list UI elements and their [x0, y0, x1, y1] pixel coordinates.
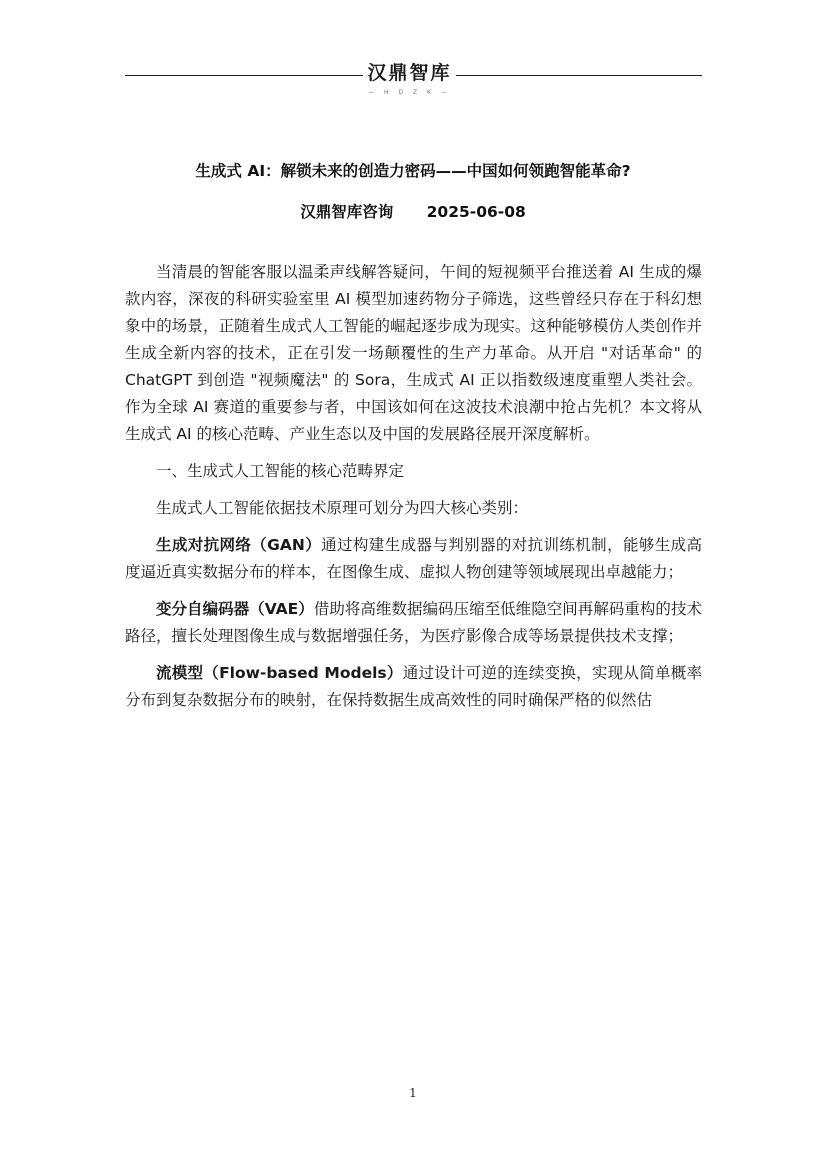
document-body: [125, 259, 702, 724]
document-title: 生成式 AI：解锁未来的创造力密码——中国如何领跑智能革命?: [195, 162, 631, 180]
logo-text: 汉鼎智库: [367, 62, 452, 84]
logo: [363, 58, 456, 97]
page-number: 1: [409, 1086, 417, 1100]
vae-term: 变分自编码器（VAE）: [156, 600, 314, 618]
logo-subtext: — H D Z K —: [368, 89, 451, 96]
vae-paragraph: 变分自编码器（VAE）借助将高维数据编码压缩至低维隐空间再解码重构的技术路径，擅长处理图像生成与数据增强任务，为医疗影像合成等场景提供技术支撑；: [125, 600, 702, 645]
header-rule-left: [125, 75, 363, 76]
author: 汉鼎智库咨询: [300, 203, 394, 221]
section-intro-paragraph: 生成式人工智能依据技术原理可划分为四大核心类别：: [156, 499, 529, 517]
section-heading: 一、生成式人工智能的核心范畴界定: [156, 462, 405, 480]
header-rule-right: [456, 75, 702, 76]
flow-paragraph: 流模型（Flow-based Models）通过设计可逆的连续变换，实现从简单概率分布到复杂数据分布的映射，在保持数据生成高效性的同时确保严格的似然估: [125, 664, 702, 709]
gan-term: 生成对抗网络（GAN）: [156, 536, 322, 554]
document-meta: [0, 200, 826, 224]
flow-term: 流模型（Flow-based Models）: [156, 664, 403, 682]
gan-paragraph: 生成对抗网络（GAN）通过构建生成器与判别器的对抗训练机制，能够生成高度逼近真实数据分布的样本，在图像生成、虚拟人物创建等领域展现出卓越能力；: [125, 536, 702, 581]
intro-paragraph: 当清晨的智能客服以温柔声线解答疑问，午间的短视频平台推送着 AI 生成的爆款内容，深夜的科研实验室里 AI 模型加速药物分子筛选，这些曾经只存在于科幻想象中的场景，正随着生成式人工智能的崛起逐步成为现实。这种能够模仿人类创作并生成全新内容的技术，正在引发一场颠覆性的生产力革命。从开启 "对话革命" 的 ChatGPT 到创造 "视频魔法" 的 Sora，生成式 AI 正以指数级速度重塑人类社会。作为全球 AI 赛道的重要参与者，中国该如何在这波技术浪潮中抢占先机？本文将从生成式 AI 的核心范畴、产业生态以及中国的发展路径展开深度解析。: [125, 263, 702, 443]
page-header: [125, 58, 702, 98]
publish-date: 2025-06-08: [426, 203, 526, 221]
